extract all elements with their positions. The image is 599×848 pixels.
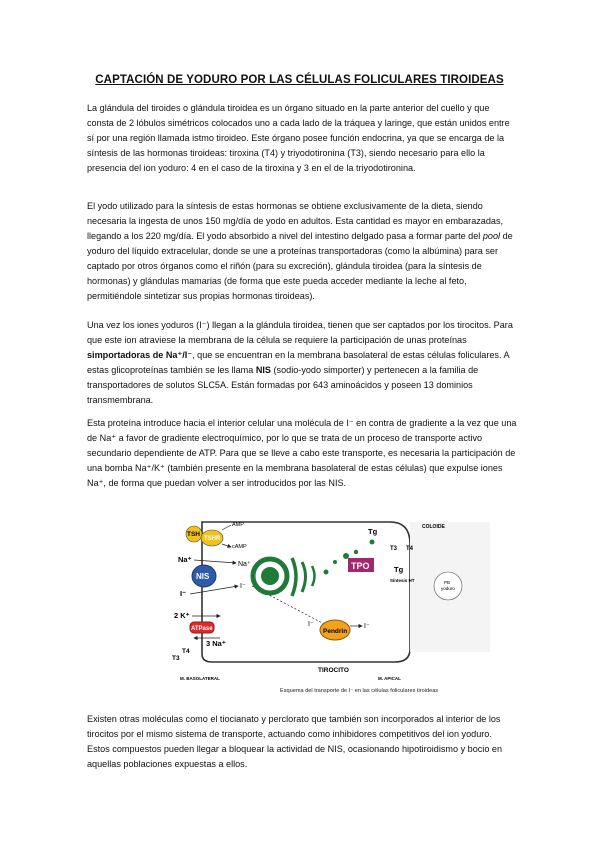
iodide-inside-label: I⁻ [240,583,246,590]
iodide-arrow [190,586,238,594]
vesicle-1 [324,570,329,575]
iodide-outside-label: I⁻ [180,589,187,598]
figure-caption: Esquema del transporte de I⁻ en las células foliculares tiroideas [280,688,439,694]
er-shape-1 [292,558,296,596]
paragraph-transport: Esta proteína introduce hacia el interior celular una molécula de I⁻ en contra de gradiente a la vez que una de Na⁺ a favor de gradiente electroquímico, por lo que se trata de un proceso de transporte activo secundario dependiente de ATP. Para que se lleve a cabo este transporte, es necesaria la participación de una bomba Na⁺/K⁺ (también presente en la membrana basolateral de estas células) que expulse iones Na⁺, de forma que puedan volver a ser introducidos por las NIS. [87,418,517,488]
thyrocyte-label: TIROCITO [318,667,349,674]
camp-arrow [222,544,231,547]
tpo-label: TPO [351,561,370,571]
tg-dot [370,540,375,545]
amp-arrow [222,525,231,530]
tsh-label: TSH [187,531,200,538]
paragraph-inhibitors: Existen otras moléculas como el tiocianato y perclorato que también son incorporados al interior de los tirocitos por el mismo sistema de transporte, actuando como inhibidores competitivos del ion yoduro. Estos compuestos pueden llegar a bloquear la actividad de NIS, ocasionando hipotiroidismo y bocio en aquellas poblaciones expuestas a ellos. [87,714,503,769]
amp-label: AMP [232,522,244,528]
na-outside-label: Na⁺ [178,555,192,564]
potassium-label: 2 K⁺ [174,611,190,620]
er-shape-2 [302,562,306,592]
paragraph-nis-text-b: , que se encuentran en la membrana basolateral de estas células foliculares. A estas glicoproteínas también se les llama [87,350,510,375]
pendrin-label: Pendrin [323,628,348,635]
na-arrow [194,560,236,563]
iodide-pendrin-out-label: I⁻ [364,623,370,630]
paragraph-diet-text-b: de yoduro del líquido extracelular, donde se une a proteínas transportadoras (como la albúmina) para ser captado por otros órganos como el riñón (para su excreción), glándula tiroidea (para la síntesis de hormonas) y glándulas mamarias (de forma que este pueda acceder mediante la leche al feto, permitiéndole sintetizar sus propias hormonas tiroideas). [87,231,513,301]
paragraph-diet-text-a: El yodo utilizado para la síntesis de estas hormonas se obtiene exclusivamente de la dieta, siendo necesaria la ingesta de unos 150 mg/día de yodo en adultos. Esta cantidad es mayor en embarazadas, llegando a los 220 mg/día. El yodo absorbido a nivel del intestino delgado pasa a formar parte del [87,201,504,241]
vesicle-4 [354,550,358,554]
t3-colloid-label: T3 [390,546,398,552]
colloid-label: COLOIDE [422,524,445,530]
sodium-pump-label: 3 Na⁺ [206,639,226,648]
nis-term: NIS [255,365,271,375]
cell-membrane [202,522,410,662]
paragraph-nis-text-c: (sodio-yodo simporter) y pertenecen a la familia de transportadores de solutos SLC5A. Están formadas por 643 aminoácidos y poseen 13 dominios transmembrana. [87,365,479,405]
tg-top-label: Tg [368,527,378,536]
na-inside-label: Na⁺ [238,561,251,568]
apical-label: M. APICAL [378,676,401,681]
pb-iodide-label: yoduro [441,586,455,591]
vesicle-2 [333,560,337,564]
tshr-label: TSHR [204,536,221,542]
paragraph-intro: La glándula del tiroides o glándula tiroidea es un órgano situado en la parte anterior del cuello y que consta de 2 lóbulos simétricos colocados uno a cada lado de la tráquea y laringe, que están unidos entre sí por una región llamada istmo tiroideo. Este órgano posee función endocrina, ya que se encarga de la síntesis de las hormonas tiroideas: tiroxina (T4) y triyodotironina (T3), siendo necesario para ello la presencia del ion yoduro: 4 en el caso de la tiroxina y 3 en el de la triyodotironina. [87,103,510,173]
t4-out-label: T4 [182,648,190,655]
hormone-synthesis-label: Síntesis HT [390,578,415,583]
basolateral-label: M. BASOLATERAL [180,676,220,681]
nis-label: NIS [196,572,210,581]
page-title: CAPTACIÓN DE YODURO POR LAS CÉLULAS FOLICULARES TIROIDEAS [95,74,504,86]
symporter-term: simportadoras de Na⁺/I⁻ [87,350,193,360]
iodide-pendrin-in-label: I⁻ [308,621,314,628]
er-shape-3 [312,566,315,586]
nucleus-inner [261,567,279,585]
paragraph-diet [87,199,517,304]
pb-label: PB [444,580,451,585]
t3-out-label: T3 [172,655,180,662]
paragraph-nis [87,318,517,408]
atpase-label: ATPase [191,626,213,632]
camp-label: cAMP [232,544,247,550]
pool-term: pool [482,231,501,241]
iodide-transport-diagram [160,514,490,682]
tg-mid-label: Tg [394,565,404,574]
paragraph-nis-text-a: Una vez los iones yoduros (I⁻) llegan a la glándula tiroidea, tienen que ser captados por los tirocitos. Para que este ion atraviese la membrana de la célula se requiere la participación de unas proteínas [87,320,513,345]
t4-colloid-label: T4 [406,546,414,552]
